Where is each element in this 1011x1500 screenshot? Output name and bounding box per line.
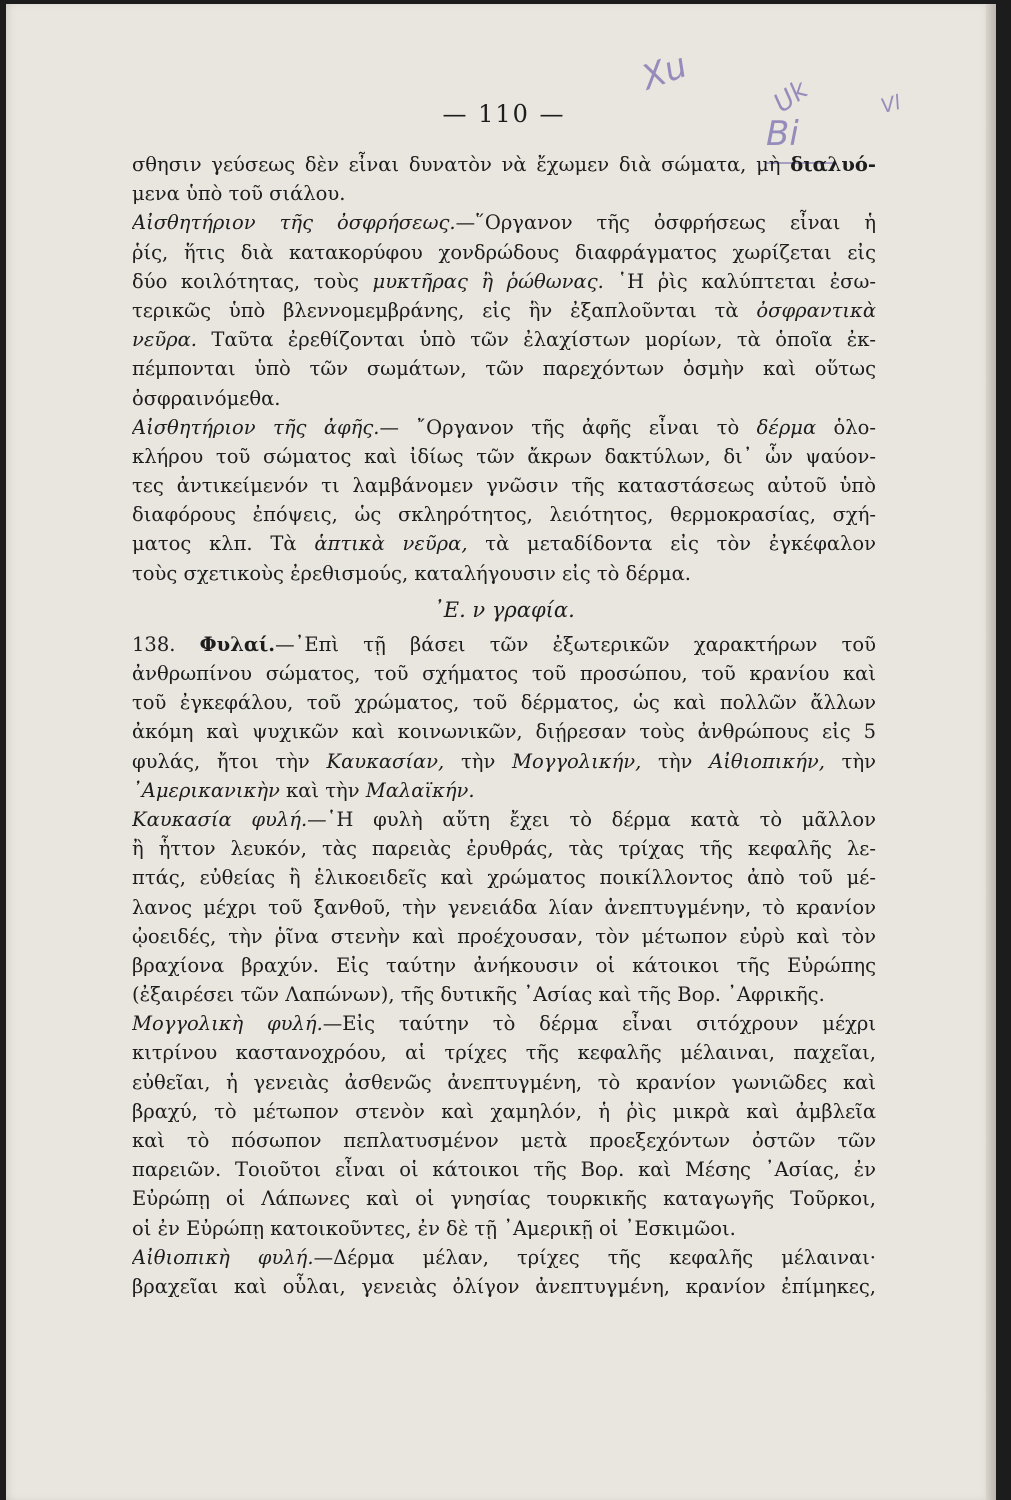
text-run: ἢ ἧττον λευκόν, τὰς παρειὰς ἐρυθράς, τὰς τρίχας τῆς κεφαλῆς λε- <box>132 837 876 861</box>
text-line <box>132 238 876 267</box>
margin-note: Bi <box>766 114 799 154</box>
book-page <box>6 4 996 1500</box>
text-line <box>132 834 876 863</box>
text-line <box>132 863 876 892</box>
margin-note: Vl <box>878 89 904 119</box>
text-run: φυλάς, ἤτοι τὴν <box>132 749 327 773</box>
text-run: μενα ὑπὸ τοῦ σιάλου. <box>132 182 346 206</box>
text-line <box>132 717 876 746</box>
text-lines <box>132 150 876 1301</box>
text-line <box>132 893 876 922</box>
text-line <box>132 1009 876 1038</box>
text-run: τοῦ ἐγκεφάλου, τοῦ χρώματος, τοῦ δέρματος, ὡς καὶ πολλῶν ἄλλων <box>132 691 876 715</box>
italic-term: Αἰθιοπικὴ φυλή. <box>132 1245 314 1269</box>
text-run: Εὐρώπῃ οἱ Λάπωνες καὶ οἱ γνησίας τουρκικῆς καταγωγῆς Τοῦρκοι, <box>132 1187 876 1211</box>
text-run: τὴν <box>641 749 710 773</box>
italic-term: Αἰθιοπικήν, <box>709 749 825 773</box>
text-run: τὴν <box>824 749 876 773</box>
text-run: ᾠοειδές, τὴν ῥῖνα στενὴν καὶ προέχουσαν, τὸν μέτωπον εὐρὺ καὶ τὸν <box>132 924 876 948</box>
page-body <box>132 100 876 1301</box>
bold-term: Φυλαί. <box>199 632 276 656</box>
text-line <box>132 325 876 354</box>
text-run: καὶ τὴν <box>279 778 366 802</box>
italic-term: Μαλαϊκήν. <box>365 778 475 802</box>
text-line <box>132 296 876 325</box>
text-run: τὰ μεταδίδοντα εἰς τὸν ἐγκέφαλον <box>467 532 876 556</box>
text-run: ῥίς, ἥτις διὰ κατακορύφου χονδρώδους διαφράγματος χωρίζεται εἰς <box>132 240 876 264</box>
text-line <box>132 1097 876 1126</box>
text-run: ἀνθρωπίνου σώματος, τοῦ σχήματος τοῦ προσώπου, τοῦ κρανίου καὶ <box>132 662 876 685</box>
text-line <box>132 500 876 529</box>
text-line <box>132 805 876 834</box>
italic-term: ὀσφραντικὰ <box>756 298 876 322</box>
italic-term: μυκτῆρας ἢ ῥώθωνας. <box>372 269 604 293</box>
text-line <box>132 659 876 688</box>
text-run: —῾Η φυλὴ αὕτη ἔχει τὸ δέρμα κατὰ τὸ μᾶλλον <box>307 807 876 831</box>
text-line <box>132 747 876 776</box>
text-run: δύο κοιλότητας, τοὺς <box>132 269 373 293</box>
text-run: λανος μέχρι τοῦ ξανθοῦ, τὴν γενειάδα λίαν ἀνεπτυγμένην, τὸ κρανίον <box>132 895 876 919</box>
text-run: παρειῶν. Τοιοῦτοι εἶναι οἱ κάτοικοι τῆς Βορ. καὶ Μέσης ᾿Ασίας, ἐν <box>132 1158 876 1182</box>
text-line <box>132 208 876 237</box>
text-run: τὴν <box>444 749 513 773</box>
text-run: καὶ τὸ πόσωπον πεπλατυσμένον μετὰ προεξεχόντων ὀστῶν τῶν <box>132 1129 876 1152</box>
text-run: εὐθεῖαι, ἡ γενειὰς ἀσθενῶς ἀνεπτυγμένη, τὸ κρανίον γωνιῶδες καὶ <box>132 1070 876 1094</box>
text-line <box>132 951 876 980</box>
text-line <box>132 384 876 413</box>
text-run: πέμπονται ὑπὸ τῶν σωμάτων, τῶν παρεχόντων ὀσμὴν καὶ οὕτως <box>132 357 876 381</box>
text-line <box>132 559 876 588</box>
italic-term: Καυκασίαν, <box>326 749 445 773</box>
text-line <box>132 1126 876 1155</box>
text-run: ματος κλπ. Τὰ <box>132 532 315 556</box>
italic-term: Μογγολικὴ φυλή. <box>132 1012 323 1036</box>
italic-term: Αἰσθητήριον τῆς ἀφῆς. <box>132 415 380 439</box>
text-line <box>132 1184 876 1213</box>
text-line <box>132 442 876 471</box>
text-run: τες ἀντικείμενόν τι λαμβάνομεν γνῶσιν τῆς καταστάσεως αὐτοῦ ὑπὸ <box>132 474 876 498</box>
text-run: 138. <box>132 632 200 656</box>
text-line <box>132 179 876 208</box>
text-run: οἱ ἐν Εὐρώπῃ κατοικοῦντες, ἐν δὲ τῇ ᾿Αμερικῇ οἱ ᾿Εσκιμῶοι. <box>132 1216 736 1240</box>
text-run: βραχεῖαι καὶ οὖλαι, γενειὰς ὀλίγον ἀνεπτυγμένη, κρανίον ἐπίμηκες, <box>132 1274 876 1298</box>
text-run: —῞Οργανον τῆς ὀσφρήσεως εἶναι ἡ <box>455 211 876 235</box>
text-run: πτάς, εὐθείας ἢ ἑλικοειδεῖς καὶ χρώματος ποικίλλοντος ἀπὸ τοῦ μέ- <box>132 866 876 890</box>
text-run: (ἐξαιρέσει τῶν Λαπώνων), τῆς δυτικῆς ᾿Ασίας καὶ τῆς Βορ. ᾿Αφρικῆς. <box>132 983 825 1007</box>
text-line <box>132 922 876 951</box>
text-run: —Εἰς ταύτην τὸ δέρμα εἶναι σιτόχρουν μέχρι <box>322 1012 876 1036</box>
text-line <box>132 267 876 296</box>
text-run: ἀκόμη καὶ ψυχικῶν καὶ κοινωνικῶν, διῄρεσαν τοὺς ἀνθρώπους εἰς 5 <box>132 720 876 744</box>
text-line <box>132 980 876 1009</box>
text-run: —Δέρμα μέλαν, τρίχες τῆς κεφαλῆς μέλαιναι· <box>313 1245 876 1269</box>
text-run: ὀσφραινόμεθα. <box>132 386 281 410</box>
text-line <box>132 354 876 383</box>
bold-term: διαλυό- <box>790 153 876 176</box>
text-line <box>132 1068 876 1097</box>
text-run: τοὺς σχετικοὺς ἐρεθισμούς, καταλήγουσιν εἰς τὸ δέρμα. <box>132 561 691 585</box>
italic-term: ᾿Αμερικανικὴν <box>132 778 280 802</box>
text-run: σθησιν γεύσεως δὲν εἶναι δυνατὸν νὰ ἔχωμεν διὰ σώματα, μὴ <box>132 153 791 176</box>
text-run: τερικῶς ὑπὸ βλεννομεμβράνης, εἰς ἣν ἐξαπλοῦνται τὰ <box>132 298 757 322</box>
italic-term: Αἰσθητήριον τῆς ὀσφρήσεως. <box>132 211 456 235</box>
text-run: Ταῦτα ἐρεθίζονται ὑπὸ τῶν ἐλαχίστων μορίων, τὰ ὁποῖα ἐκ- <box>197 328 876 352</box>
italic-term: νεῦρα. <box>132 328 198 352</box>
text-line <box>132 150 876 179</box>
text-run: κιτρίνου καστανοχρόου, αἱ τρίχες τῆς κεφαλῆς μέλαιναι, παχεῖαι, <box>132 1041 876 1065</box>
text-run: —᾿Επὶ τῇ βάσει τῶν ἐξωτερικῶν χαρακτήρων τοῦ <box>275 632 876 656</box>
text-run: ὁλο- <box>816 415 876 439</box>
text-line <box>132 413 876 442</box>
margin-note: Uk <box>768 74 814 120</box>
italic-term: Μογγολικήν, <box>512 749 642 773</box>
text-run: κλήρου τοῦ σώματος καὶ ἰδίως τῶν ἄκρων δακτύλων, δι᾿ ὧν ψαύον- <box>132 444 876 468</box>
text-line <box>132 688 876 717</box>
text-run: βραχύ, τὸ μέτωπον στενὸν καὶ χαμηλόν, ἡ ῥὶς μικρὰ καὶ ἀμβλεῖα <box>132 1099 876 1123</box>
italic-term: δέρμα <box>756 415 817 439</box>
text-line <box>132 1214 876 1243</box>
italic-term: ἁπτικὰ νεῦρα, <box>314 532 468 556</box>
text-line <box>132 630 876 659</box>
text-run: — ῎Οργανον τῆς ἀφῆς εἶναι τὸ <box>379 415 757 439</box>
text-run: βραχίονα βραχύν. Εἰς ταύτην ἀνήκουσιν οἱ κάτοικοι τῆς Εὐρώπης <box>132 953 876 977</box>
text-line <box>132 776 876 805</box>
margin-note: Xu <box>636 45 693 99</box>
text-run: διαφόρους ἐπόψεις, ὡς σκληρότητος, λειότητος, θερμοκρασίας, σχή- <box>132 503 876 527</box>
page-edge-shadow <box>986 4 996 1500</box>
text-line <box>132 1038 876 1067</box>
page-number: — 110 — <box>442 100 566 128</box>
text-line <box>132 1155 876 1184</box>
italic-term: Καυκασία φυλή. <box>132 807 308 831</box>
section-heading: ᾿Ε. ν γραφία. <box>433 597 575 622</box>
text-line <box>132 1243 876 1272</box>
text-line <box>132 471 876 500</box>
text-run: ῾Η ῥὶς καλύπτεται ἐσω- <box>603 269 876 293</box>
text-line <box>132 1272 876 1301</box>
text-line <box>132 529 876 558</box>
